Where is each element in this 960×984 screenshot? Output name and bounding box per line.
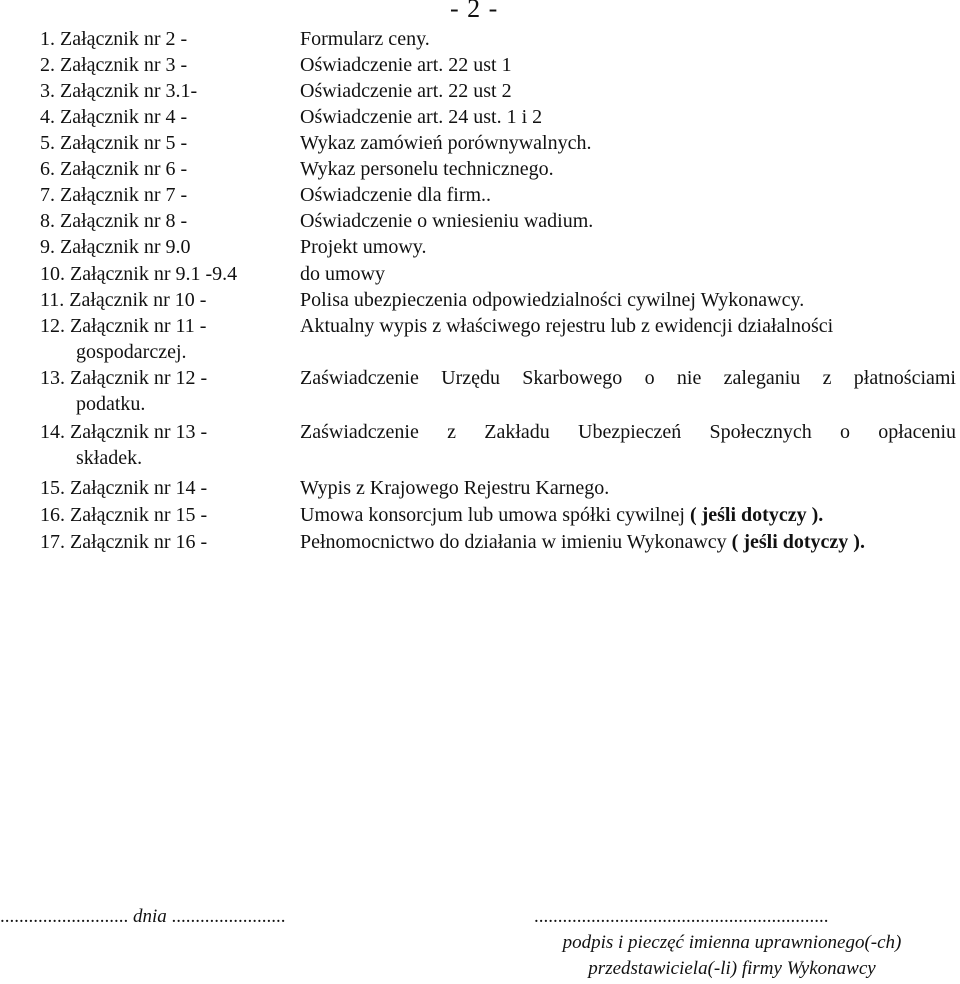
attachment-description: Oświadczenie dla firm.. — [300, 184, 492, 206]
attachment-label: 13. Załącznik nr 12 - — [40, 367, 208, 389]
attachment-label: 3. Załącznik nr 3.1- — [40, 80, 198, 102]
signature-caption-line1: podpis i pieczęć imienna uprawnionego(-ch) — [562, 932, 902, 953]
attachment-description-continued: składek. — [76, 447, 143, 469]
attachment-label: 6. Załącznik nr 6 - — [40, 158, 188, 180]
applicability-note: ( jeśli dotyczy ). — [689, 504, 824, 526]
page-number: - 2 - — [450, 0, 499, 23]
attachment-description: Oświadczenie art. 22 ust 1 — [300, 54, 512, 76]
attachment-description: Wykaz personelu technicznego. — [300, 158, 554, 180]
signature-dots: .............................................................. — [534, 906, 829, 927]
attachment-description: Polisa ubezpieczenia odpowiedzialności cywilnej Wykonawcy. — [300, 289, 805, 311]
attachment-label: 12. Załącznik nr 11 - — [40, 315, 207, 337]
attachment-description-text: Pełnomocnictwo do działania w imieniu Wykonawcy — [300, 531, 727, 553]
attachment-description-continued: podatku. — [76, 393, 146, 415]
date-line — [0, 904, 286, 930]
attachment-description: Zaświadczenie z Zakładu Ubezpieczeń Społecznych o opłaceniu — [300, 421, 956, 443]
attachment-description: Oświadczenie o wniesieniu wadium. — [300, 210, 594, 232]
attachment-description — [300, 503, 823, 528]
attachment-label: 4. Załącznik nr 4 - — [40, 106, 188, 128]
date-word: dnia — [133, 906, 167, 927]
attachment-description: do umowy — [300, 263, 385, 285]
attachment-description — [300, 530, 865, 555]
applicability-note: ( jeśli dotyczy ). — [731, 531, 865, 553]
attachment-description: Projekt umowy. — [300, 236, 427, 258]
attachment-description-continued: gospodarczej. — [76, 341, 187, 363]
signature-block — [0, 900, 960, 984]
attachment-description: Zaświadczenie Urzędu Skarbowego o nie zaleganiu z płatnościami — [300, 367, 956, 389]
attachment-label: 16. Załącznik nr 15 - — [40, 504, 208, 526]
attachment-label: 1. Załącznik nr 2 - — [40, 28, 188, 50]
attachment-label: 15. Załącznik nr 14 - — [40, 477, 208, 499]
date-dots-right: ........................ — [171, 906, 286, 927]
attachment-description: Formularz ceny. — [300, 28, 430, 50]
attachment-label: 14. Załącznik nr 13 - — [40, 421, 208, 443]
attachment-description: Wypis z Krajowego Rejestru Karnego. — [300, 477, 610, 499]
attachment-description: Oświadczenie art. 22 ust 2 — [300, 80, 512, 102]
attachment-description: Oświadczenie art. 24 ust. 1 i 2 — [300, 106, 543, 128]
signature-caption-line2: przedstawiciela(-li) firmy Wykonawcy — [588, 958, 876, 979]
attachment-label: 5. Załącznik nr 5 - — [40, 132, 188, 154]
attachment-description: Wykaz zamówień porównywalnych. — [300, 132, 592, 154]
attachment-label: 10. Załącznik nr 9.1 -9.4 — [40, 263, 238, 285]
attachment-label: 7. Załącznik nr 7 - — [40, 184, 188, 206]
date-dots-left: ........................... — [0, 906, 129, 927]
attachment-label: 2. Załącznik nr 3 - — [40, 54, 188, 76]
attachment-label: 9. Załącznik nr 9.0 — [40, 236, 191, 258]
attachment-description-text: Umowa konsorcjum lub umowa spółki cywilnej — [300, 504, 685, 526]
attachment-label: 17. Załącznik nr 16 - — [40, 531, 208, 553]
attachment-label: 8. Załącznik nr 8 - — [40, 210, 188, 232]
attachment-description: Aktualny wypis z właściwego rejestru lub z ewidencji działalności — [300, 315, 834, 337]
signature-caption — [514, 930, 950, 982]
attachment-label: 11. Załącznik nr 10 - — [40, 289, 207, 311]
